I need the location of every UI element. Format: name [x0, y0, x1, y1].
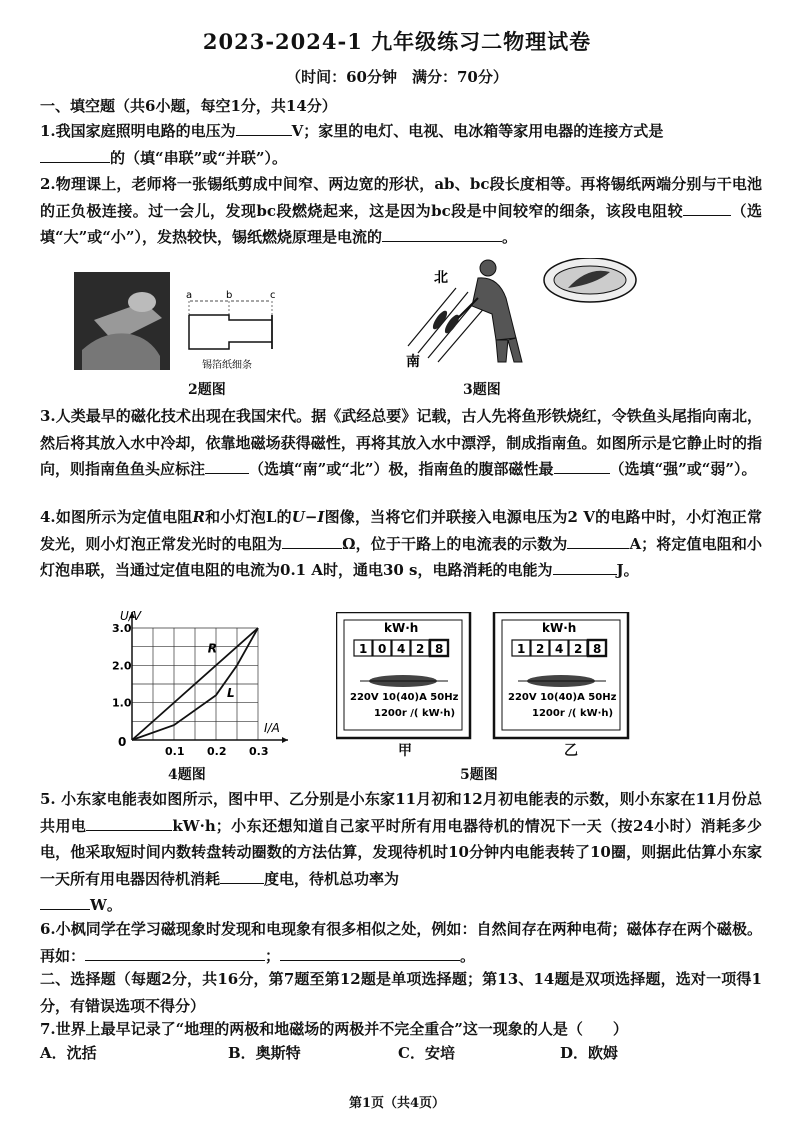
answer-blank[interactable] — [280, 944, 460, 961]
section2-heading: 二、选择题（每题2分，共16分，第7题至第12题是单项选择题；第13、14题是双项选择题，选对一项得1分，有错误选项不得分） — [40, 970, 762, 1015]
answer-blank[interactable] — [382, 225, 502, 242]
figure-2 — [74, 272, 294, 382]
meter-jia-label: 甲 — [398, 743, 412, 759]
figure-4-caption: 4题图 — [168, 767, 206, 783]
meter-spec: 220V 10(40)A 50Hz — [508, 692, 617, 703]
origin-label: 0 — [118, 735, 127, 749]
answer-blank[interactable] — [236, 119, 292, 136]
figure-3-caption: 3题图 — [463, 382, 501, 398]
exam-info: （时间：60分钟 满分：70分） — [286, 68, 508, 86]
x-tick-label: 0.1 — [165, 745, 185, 758]
question-6: 6.小枫同学在学习磁现象时发现和电现象有很多相似之处，例如：自然间存在两种电荷；磁体存在两个磁极。再如： ； 。 — [40, 920, 762, 965]
question-1: 1.我国家庭照明电路的电压为 V；家里的电灯、电视、电冰箱等家用电器的连接方式是 的（填“串联”或“并联”）。 — [40, 118, 762, 171]
meter-digit: 1 — [359, 642, 368, 656]
answer-blank[interactable] — [554, 457, 610, 474]
point-c-label: c — [270, 290, 276, 301]
strip-label: 锡箔纸细条 — [202, 360, 252, 371]
y-axis-label: U/V — [120, 609, 142, 623]
option-a[interactable]: A．沈括 — [40, 1044, 97, 1062]
x-axis-label: I/A — [264, 721, 280, 735]
question-3: 3.人类最早的磁化技术出现在我国宋代。据《武经总要》记载，古人先将鱼形铁烧红，令铁鱼头尾指向南北，然后将其放入水中冷却，依靠地磁场获得磁性，再将其放入水中漂浮，制成指南鱼。如图所示是它静止时的指向，则指南鱼鱼头应标注 （选填“南”或“北”）极，指南鱼的腹部磁性最 （选填“强”或“弱”）。 — [40, 407, 762, 478]
question-4: 4.如图所示为定值电阻R和小灯泡L的U−I图像，当将它们并联接入电源电压为2 V的电路中时，小灯泡正常发光，则小灯泡正常发光时的电阻为 Ω，位于干路上的电流表的示数为 A；将定值电阻和小灯泡串联，当通过定值电阻的电流为0.1 A时，通电30 s，电路消耗的电能为 J。 — [40, 508, 762, 579]
figure-2-caption: 2题图 — [188, 382, 226, 398]
option-b[interactable]: B．奥斯特 — [228, 1044, 301, 1062]
figure-5 — [336, 612, 636, 748]
question-7: 7.世界上最早记录了“地理的两极和地磁场的两极并不完全重合”这一现象的人是（ ） — [40, 1020, 628, 1038]
series-label-L: L — [227, 686, 235, 701]
answer-blank[interactable] — [567, 532, 629, 549]
answer-blank[interactable] — [220, 867, 264, 884]
answer-blank[interactable] — [553, 558, 617, 575]
figure-4-chart — [112, 608, 302, 760]
meter-digit: 8 — [435, 642, 444, 656]
answer-blank[interactable] — [282, 532, 342, 549]
figure-3 — [398, 258, 638, 370]
meter-digit: 4 — [555, 642, 564, 656]
answer-blank[interactable] — [85, 944, 265, 961]
answer-blank[interactable] — [205, 457, 249, 474]
meter-digit: 1 — [517, 642, 526, 656]
meter-jia — [336, 612, 470, 738]
x-axis-arrow — [282, 737, 288, 743]
meter-digit: 4 — [397, 642, 406, 656]
answer-blank[interactable] — [40, 893, 90, 910]
meter-constant: 1200r /( kW·h) — [374, 708, 456, 719]
x-tick-label: 0.3 — [249, 745, 269, 758]
figure-5-caption: 5题图 — [460, 767, 498, 783]
meter-digit: 2 — [416, 642, 425, 656]
y-tick-label: 3.0 — [112, 622, 132, 635]
answer-blank[interactable] — [683, 199, 731, 216]
question-5: 5. 小东家电能表如图所示，图中甲、乙分别是小东家11月初和12月初电能表的示数，则小东家在11月份总共用电 kW·h；小东还想知道自己家平时所有用电器待机的情况下一天（按24小时）消耗多少电，他采取短时间内数转盘转动圈数的方法估算，发现待机时10分钟内电能表转了10圈，则据此估算小东家一天所有用电器因待机消耗 度电，待机总功率为 W。 — [40, 790, 762, 914]
meter-spec: 220V 10(40)A 50Hz — [350, 692, 459, 703]
foil-strip-diagram — [186, 290, 276, 371]
option-c[interactable]: C．安培 — [398, 1044, 455, 1062]
series-label-R: R — [207, 641, 218, 656]
meter-digit: 2 — [536, 642, 545, 656]
question-2: 2.物理课上，老师将一张锡纸剪成中间窄、两边宽的形状，ab、bc段长度相等。再将锡纸两端分别与干电池的正负极连接。过一会儿，发现bc段燃烧起来，这是因为bc段是中间较窄的细条，该段电阻较 （选填“大”或“小”），发热较快，锡纸燃烧原理是电流的 。 — [40, 175, 762, 246]
meter-constant: 1200r /( kW·h) — [532, 708, 614, 719]
meter-digit: 0 — [378, 642, 387, 656]
meter-unit: kW·h — [384, 621, 419, 635]
y-tick-label: 2.0 — [112, 659, 132, 673]
meter-unit: kW·h — [542, 621, 577, 635]
section1-heading: 一、填空题（共6小题，每空1分，共14分） — [40, 97, 337, 115]
compass-fish-plate — [544, 258, 636, 302]
meter-yi-label: 乙 — [564, 743, 578, 759]
option-d[interactable]: D．欧姆 — [560, 1044, 619, 1062]
point-a-label: a — [186, 290, 193, 301]
meter-yi — [494, 612, 628, 738]
answer-blank[interactable] — [86, 814, 172, 831]
north-label: 北 — [434, 270, 448, 286]
y-tick-label: 1.0 — [112, 696, 132, 710]
x-tick-label: 0.2 — [207, 745, 227, 758]
page-title: 2023-2024-1 九年级练习二物理试卷 — [202, 29, 592, 54]
point-b-label: b — [226, 290, 233, 301]
meter-digit: 2 — [574, 642, 583, 656]
meter-digit: 8 — [593, 642, 602, 656]
answer-blank[interactable] — [40, 146, 110, 163]
page-footer: 第1页（共4页） — [348, 1096, 446, 1111]
south-label: 南 — [406, 354, 420, 370]
